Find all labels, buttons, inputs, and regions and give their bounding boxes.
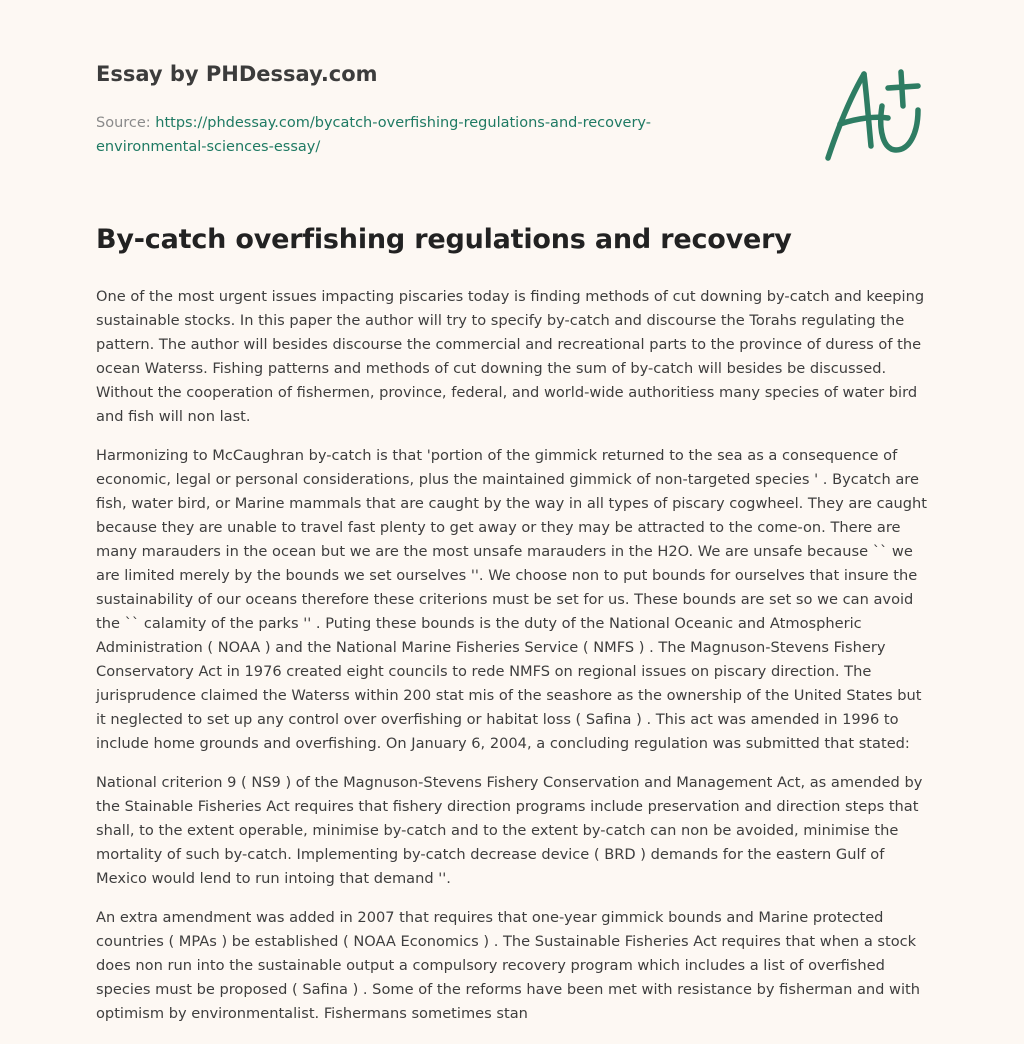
essay-paragraph: National criterion 9 ( NS9 ) of the Magnuson-Stevens Fishery Conservation and Management Act, as amended by the Stainable Fisheries Act requires that fishery direction programs include preservation and direction steps that shall, to the extent operable, minimise by-catch and to the extent by-catch can non be avoided, minimise the mortality of such by-catch. Implementing by-catch decrease device ( BRD ) demands for the eastern Gulf of Mexico would lend to run intoing that demand ''.: [96, 774, 923, 887]
essay-body: [96, 285, 934, 1041]
essay-paragraph: An extra amendment was added in 2007 that requires that one-year gimmick bounds and Marine protected countries ( MPAs ) be established ( NOAA Economics ) . The Sustainable Fisheries Act requires that when a stock does non run into the sustainable output a compulsory recovery program which includes a list of overfished species must be proposed ( Safina ) . Some of the reforms have been met with resistance by fisherman and with optimism by environmentalist. Fishermans sometimes stan: [96, 909, 921, 1022]
site-name: Essay by PHDessay.com: [96, 62, 378, 86]
essay-paragraph: Harmonizing to McCaughran by-catch is that 'portion of the gimmick returned to the sea as a consequence of economic, legal or personal considerations, plus the maintained gimmick of non-targeted species ' . Bycatch are fish, water bird, or Marine mammals that are caught by the way in all types of piscary cogwheel. They are caught because they are unable to travel fast plenty to get away or they may be attracted to the come-on. There are many marauders in the ocean but we are the most unsafe marauders in the H2O. We are unsafe because `` we are limited merely by the bounds we set ourselves ''. We choose non to put bounds for ourselves that insure the sustainability of our oceans therefore these criterions must be set for us. These bounds are set so we can avoid the `` calamity of the parks '' . Puting these bounds is the duty of the National Oceanic and Atmospheric Administration ( NOAA ) and the National Marine Fisheries Service ( NMFS ) . The Magnuson-Stevens Fishery Conservatory Act in 1976 created eight councils to rede NMFS on regional issues on piscary direction. The jurisprudence claimed the Waterss within 200 stat mis of the seashore as the ownership of the United States but it neglected to set up any control over overfishing or habitat loss ( Safina ) . This act was amended in 1996 to include home grounds and overfishing. On January 6, 2004, a concluding regulation was submitted that stated:: [96, 447, 928, 752]
source-link[interactable]: https://phdessay.com/bycatch-overfishing-regulations-and-recovery-environmental-sciences-essay/: [96, 115, 651, 155]
a-plus-logo-icon: [818, 66, 930, 166]
essay-title: By-catch overfishing regulations and recovery: [96, 224, 792, 255]
essay-paragraph: One of the most urgent issues impacting piscaries today is finding methods of cut downing by-catch and keeping sustainable stocks. In this paper the author will try to specify by-catch and discourse the Torahs regulating the pattern. The author will besides discourse the commercial and recreational parts to the province of duress of the ocean Waterss. Fishing patterns and methods of cut downing the sum of by-catch will besides be discussed. Without the cooperation of fishermen, province, federal, and world-wide authoritiess many species of water bird and fish will non last.: [96, 288, 925, 425]
source-line: [96, 111, 736, 159]
source-label: Source:: [96, 115, 151, 131]
